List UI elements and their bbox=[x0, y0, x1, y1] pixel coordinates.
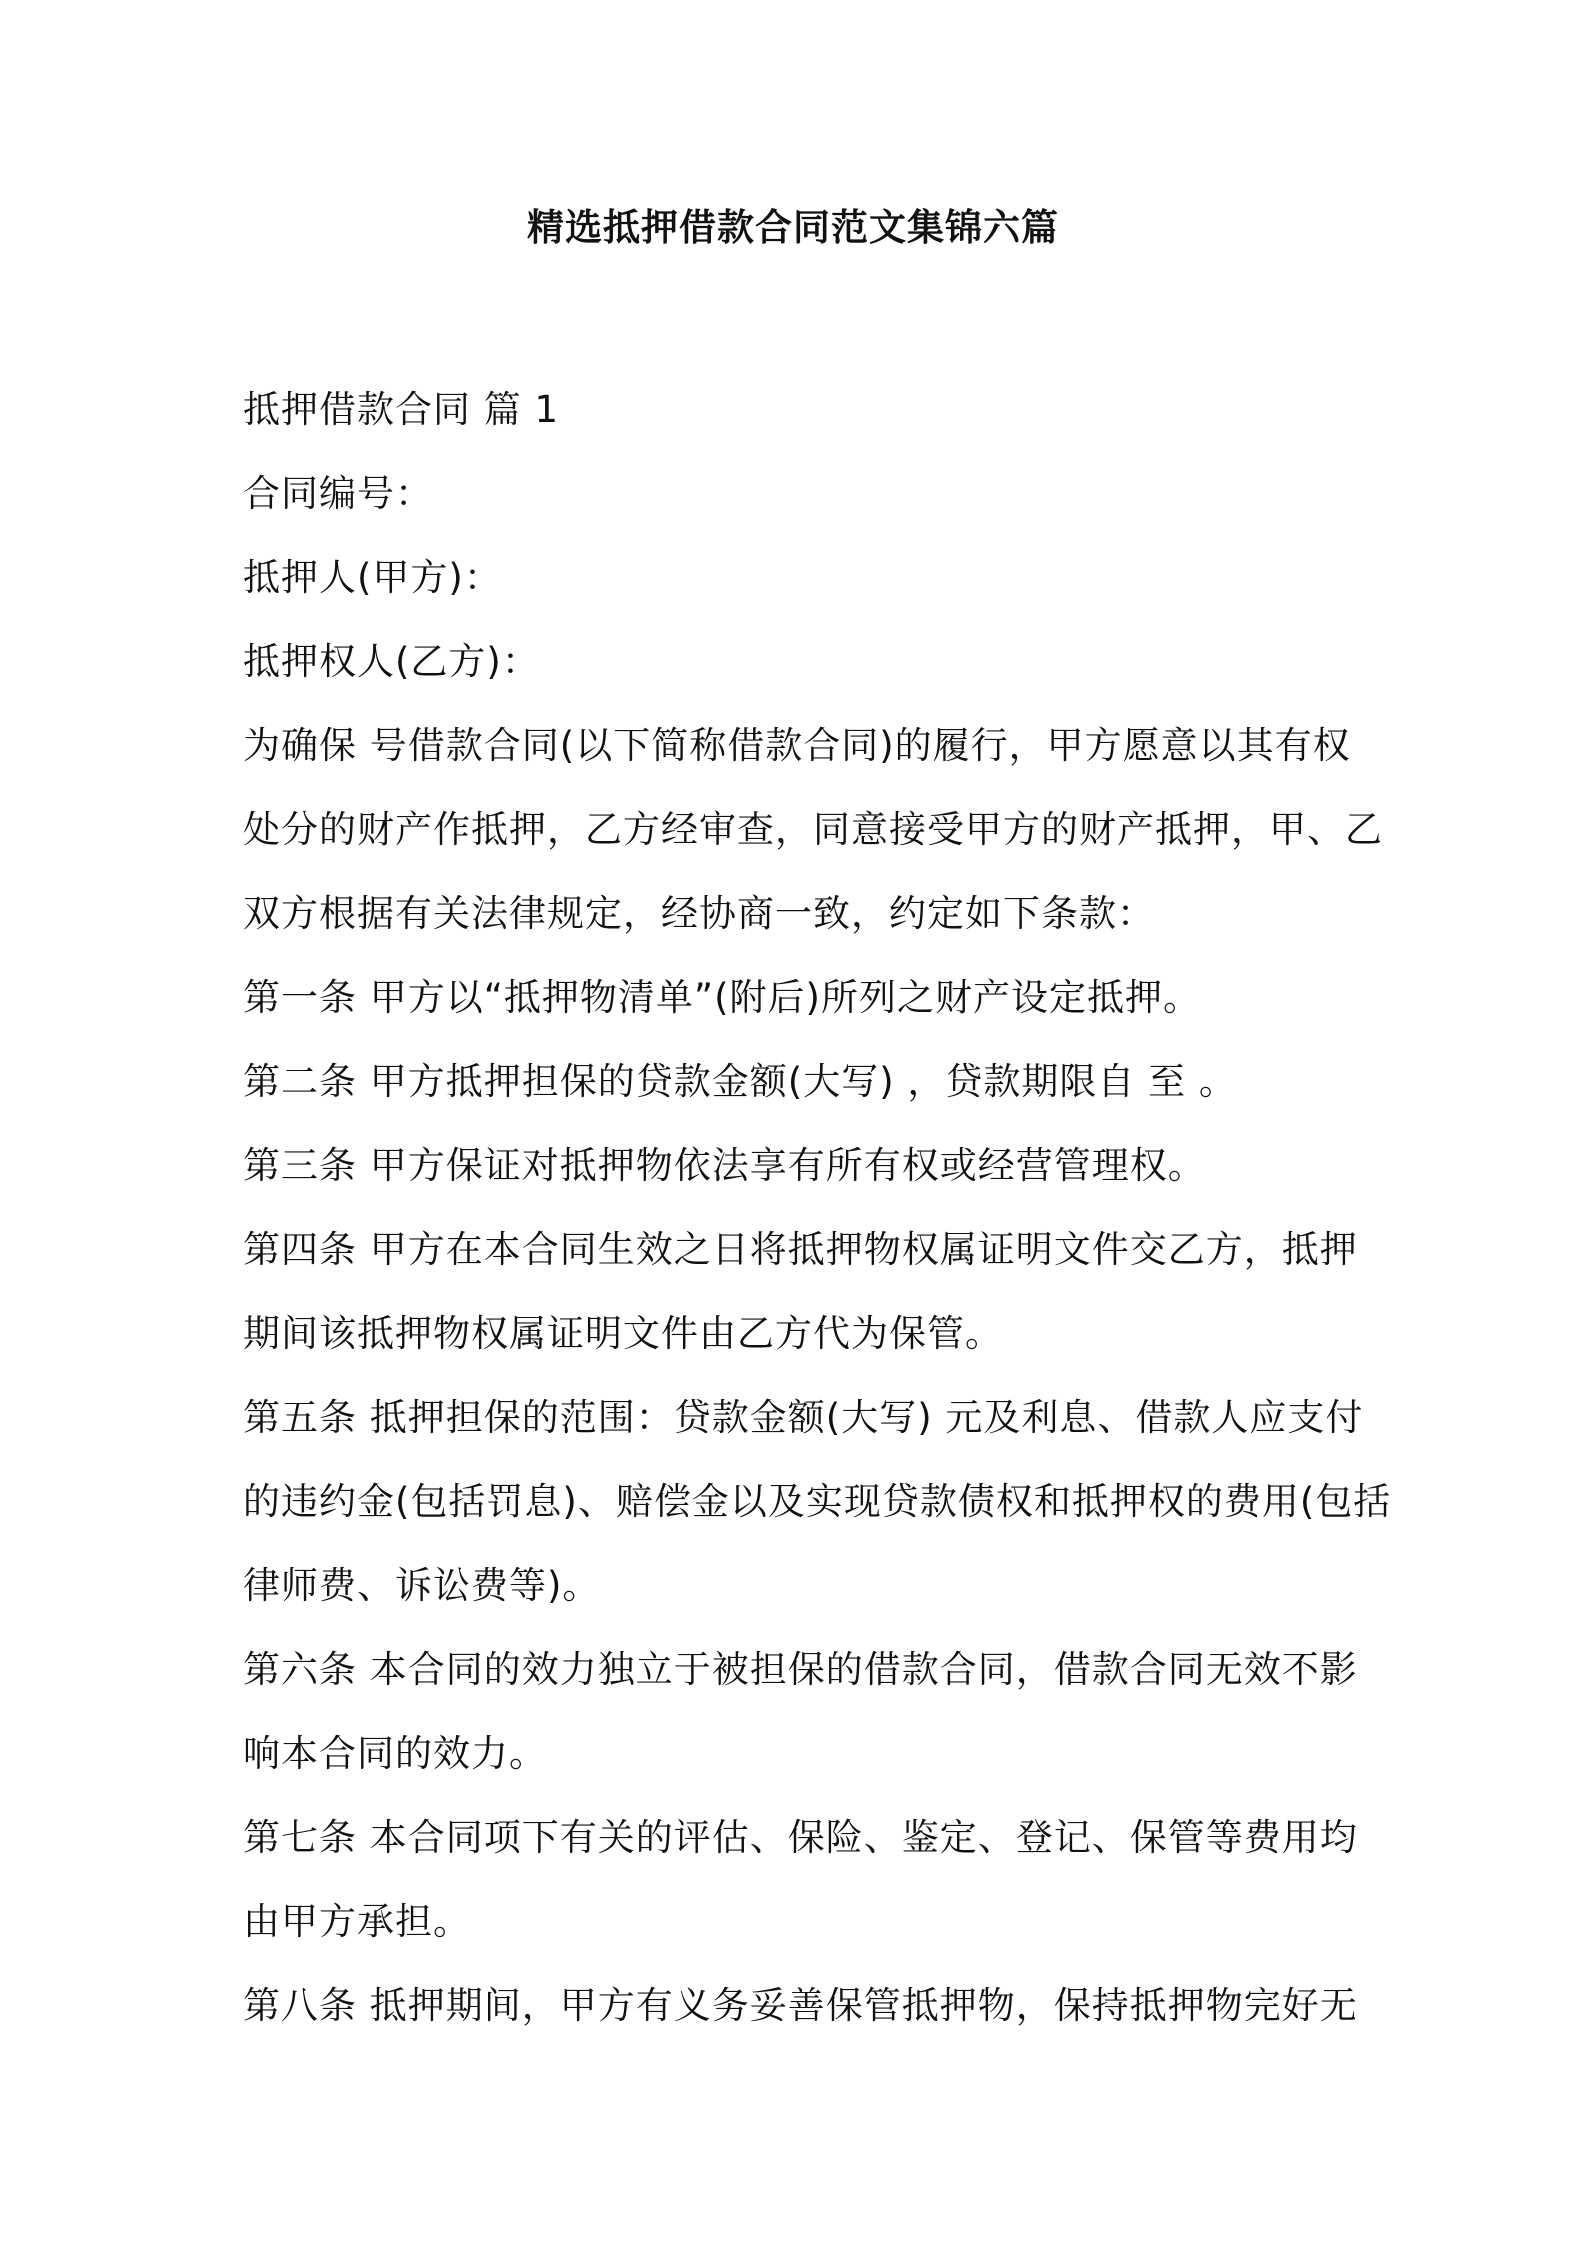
document-body bbox=[243, 368, 1392, 2048]
article-2-line: 第二条 甲方抵押担保的贷款金额(大写) ，贷款期限自 至 。 bbox=[243, 1060, 1237, 1103]
article-8-line: 第八条 抵押期间，甲方有义务妥善保管抵押物，保持抵押物完好无 bbox=[243, 1984, 1358, 2027]
article-7-line: 由甲方承担。 bbox=[243, 1900, 471, 1943]
preamble-line: 处分的财产作抵押，乙方经审查，同意接受甲方的财产抵押，甲、乙 bbox=[243, 808, 1383, 851]
section-heading: 抵押借款合同 篇 1 bbox=[243, 388, 560, 431]
article-7-line: 第七条 本合同项下有关的评估、保险、鉴定、登记、保管等费用均 bbox=[243, 1816, 1358, 1859]
article-5-line: 律师费、诉讼费等)。 bbox=[243, 1564, 601, 1607]
article-1-line: 第一条 甲方以“抵押物清单”(附后)所列之财产设定抵押。 bbox=[243, 976, 1201, 1019]
mortgagor-line: 抵押人(甲方)： bbox=[243, 556, 502, 599]
article-5-line: 的违约金(包括罚息)、赔偿金以及实现贷款债权和抵押权的费用(包括 bbox=[243, 1480, 1392, 1523]
article-4-line: 期间该抵押物权属证明文件由乙方代为保管。 bbox=[243, 1312, 1003, 1355]
preamble-line: 双方根据有关法律规定，经协商一致，约定如下条款： bbox=[243, 892, 1155, 935]
article-6-line: 响本合同的效力。 bbox=[243, 1732, 547, 1775]
article-3-line: 第三条 甲方保证对抵押物依法享有所有权或经营管理权。 bbox=[243, 1144, 1206, 1187]
article-6-line: 第六条 本合同的效力独立于被担保的借款合同，借款合同无效不影 bbox=[243, 1648, 1358, 1691]
article-4-line: 第四条 甲方在本合同生效之日将抵押物权属证明文件交乙方，抵押 bbox=[243, 1228, 1358, 1271]
article-5-line: 第五条 抵押担保的范围：贷款金额(大写) 元及利息、借款人应支付 bbox=[243, 1396, 1364, 1439]
document-title: 精选抵押借款合同范文集锦六篇 bbox=[527, 206, 1059, 249]
preamble-line: 为确保 号借款合同(以下简称借款合同)的履行，甲方愿意以其有权 bbox=[243, 724, 1351, 767]
mortgagee-line: 抵押权人(乙方)： bbox=[243, 640, 540, 683]
contract-number-line: 合同编号： bbox=[243, 472, 433, 515]
